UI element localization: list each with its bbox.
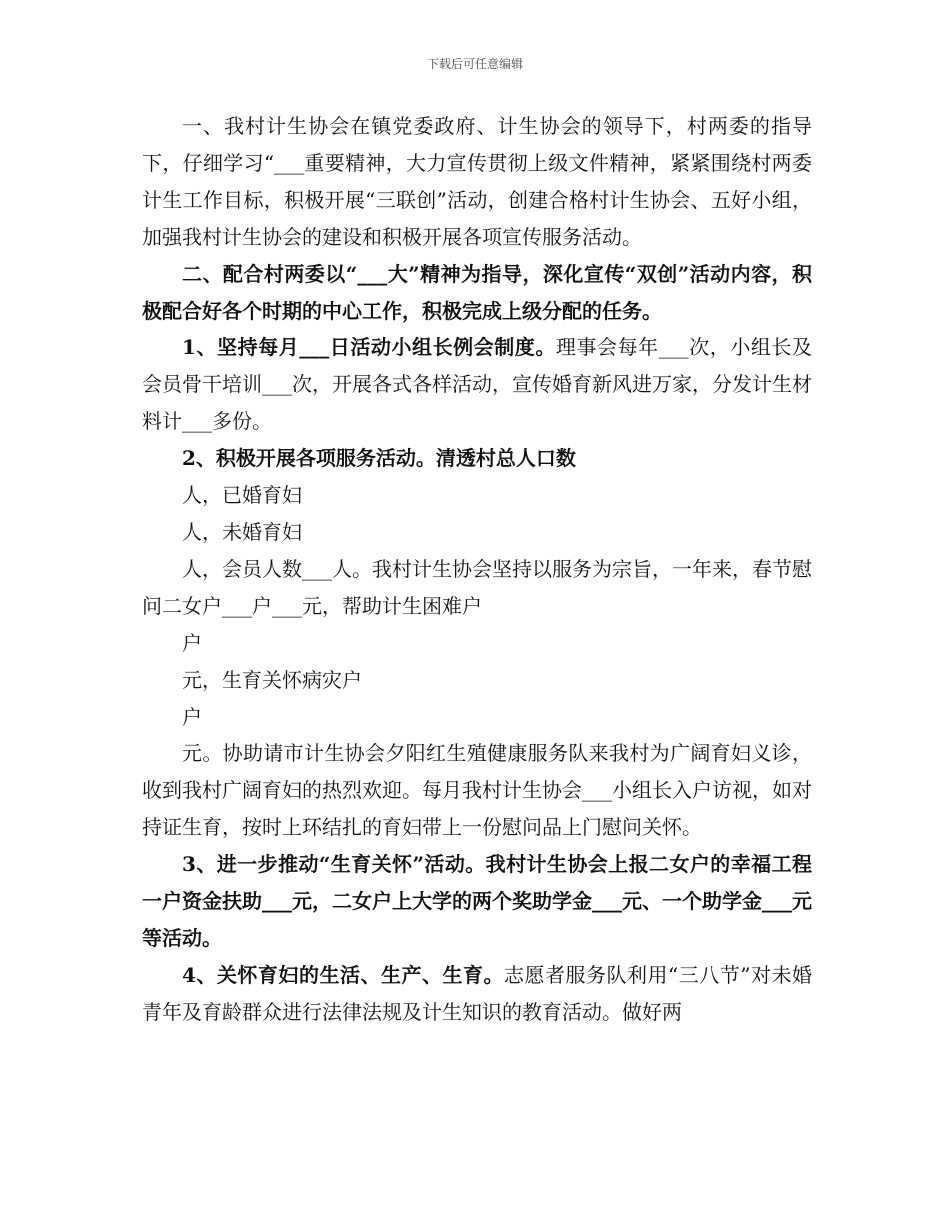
paragraph-illness-households: 元，生育关怀病灾户 (182, 667, 362, 692)
paragraph-item-1 (142, 329, 812, 440)
paragraph-item-3: 3、进一步推动“生育关怀”活动。我村计生协会上报二女户的幸福工程一户资金扶助___元，二女户上大学的两个奖助学金___元、一个助学金___元等活动。 (142, 852, 812, 950)
item-4-lead: 4、关怀育妇的生活、生产、生育。 (182, 962, 504, 987)
paragraph-unmarried-women: 人，未婚育妇 (182, 519, 302, 544)
page-header-note: 下载后可任意编辑 (426, 57, 523, 71)
item-1-rest: 理事会每年___次，小组长及会员骨干培训___次，开展各式各样活动，宣传婚育新风进万家，分发计生材料计___多份。 (142, 335, 813, 434)
paragraph-married-women: 人，已婚育妇 (182, 483, 302, 508)
item-1-lead: 1、坚持每月___日活动小组长例会制度。 (182, 335, 556, 360)
paragraph-item-4 (142, 957, 812, 1031)
paragraph-item-2-heading: 2、积极开展各项服务活动。清透村总人口数 (182, 446, 576, 471)
paragraph-clinic: 元。协助请市计生协会夕阳红生殖健康服务队来我村为广阔育妇义诊，收到我村广阔育妇的热烈欢迎。每月我村计生协会___小组长入户访视，如对持证生育，按时上环结扎的育妇带上一份慰问品上门慰问关怀。 (142, 741, 812, 840)
paragraph-households-1: 户 (182, 630, 202, 655)
paragraph-section-1: 一、我村计生协会在镇党委政府、计生协会的领导下，村两委的指导下，仔细学习“___重要精神，大力宣传贯彻上级文件精神，紧紧围绕村两委计生工作目标，积极开展“三联创”活动，创建合格村计生协会、五好小组，加强我村计生协会的建设和积极开展各项宣传服务活动。 (142, 114, 812, 249)
document-body (142, 108, 812, 1031)
paragraph-section-2-heading: 二、配合村两委以“___大”精神为指导，深化宣传“双创”活动内容，积极配合好各个时期的中心工作，积极完成上级分配的任务。 (142, 261, 812, 323)
paragraph-households-2: 户 (182, 704, 202, 729)
paragraph-members: 人，会员人数___人。我村计生协会坚持以服务为宗旨，一年来，春节慰问二女户___户___元，帮助计生困难户 (142, 556, 812, 618)
item-4-rest: 志愿者服务队利用“三八节”对未婚青年及育龄群众进行法律法规及计生知识的教育活动。做好两 (142, 962, 812, 1024)
